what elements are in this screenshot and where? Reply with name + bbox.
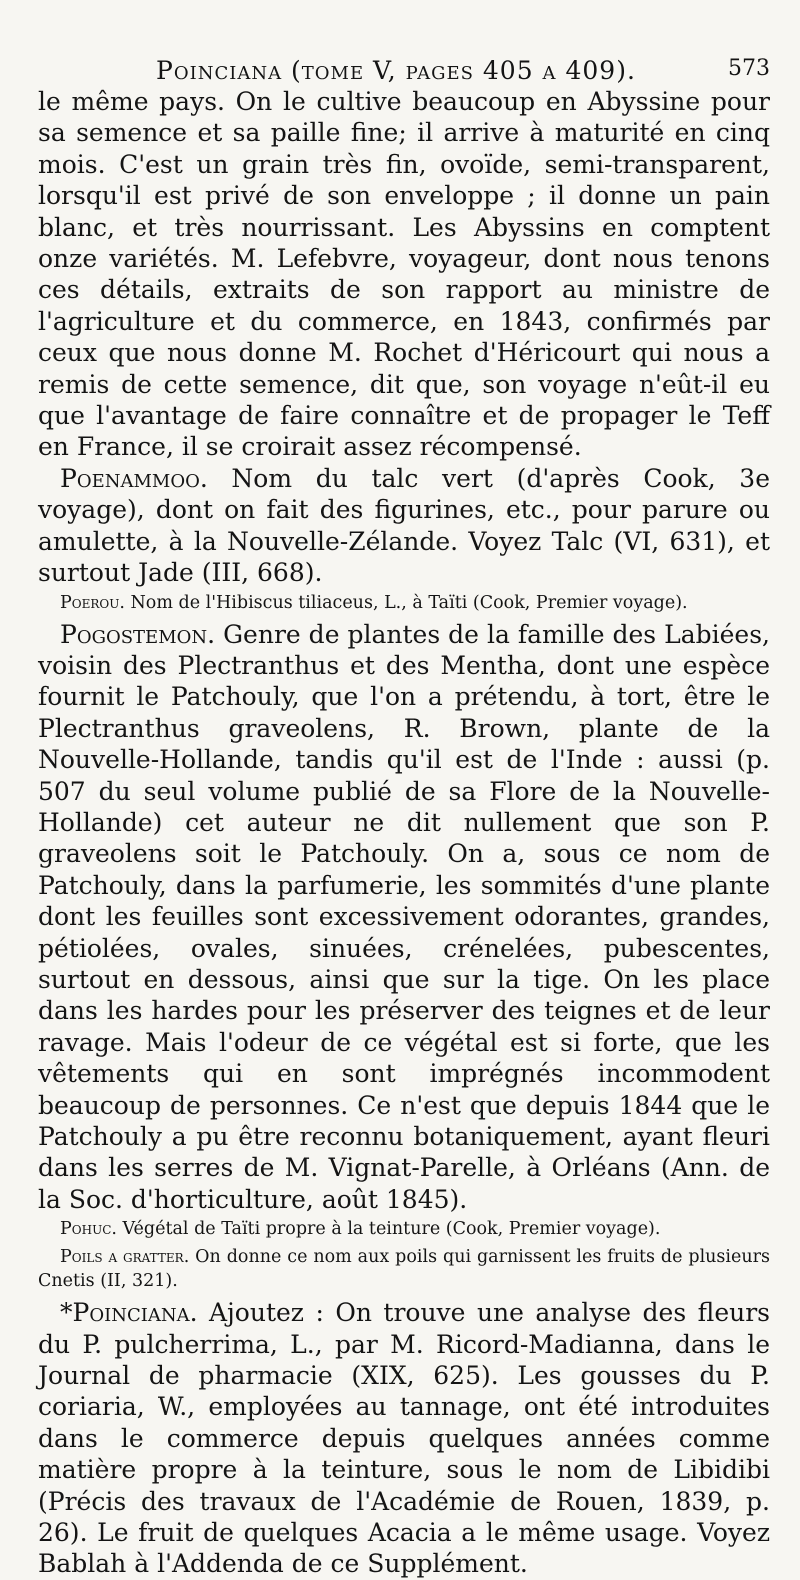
entry-poerou — [38, 591, 770, 615]
entry-term: Poerou. — [60, 592, 125, 613]
page-body — [38, 86, 770, 1580]
entry-text: Genre de plantes de la famille des Labiées, voisin des Plectranthus et des Mentha, dont une espèce fournit le Patchouly, que l'on a prétendu, à tort, être le Plectranthus graveolens, R. Brown, plante de la Nouvelle-Hollande, tandis qu'il est de l'Inde : aussi (p. 507 du seul volume publié de sa Flore de la Nouvelle-Hollande) cet auteur ne dit nullement que son P. graveolens soit le Patchouly. On a, sous ce nom de Patchouly, dans la parfumerie, les sommités d'une plante dont les feuilles sont excessivement odorantes, grandes, pétiolées, ovales, sinuées, crénelées, pubescentes, surtout en dessous, ainsi que sur la tige. On les place dans les hardes pour les préserver des teignes et de leur ravage. Mais l'odeur de ce végétal est si forte, que les vêtements qui en sont imprégnés incommodent beaucoup de personnes. Ce n'est que depuis 1844 que le Patchouly a pu être reconnu botaniquement, ayant fleuri dans les serres de M. Vignat-Parelle, à Orléans (Ann. de la Soc. d'horticulture, août 1845). — [38, 619, 770, 1214]
entry-pogostemon — [38, 619, 770, 1216]
entry-text: Végétal de Taïti propre à la teinture (Cook, Premier voyage). — [116, 1219, 661, 1240]
entry-poils-a-gratter — [38, 1245, 770, 1293]
entry-term: Pohuc. — [60, 1219, 117, 1240]
entry-poenammoo — [38, 463, 770, 589]
running-title: Poinciana (tome V, pages 405 a 409). — [156, 56, 636, 85]
entry-term: Pogostemon. — [60, 619, 216, 649]
page-number: 573 — [728, 56, 770, 81]
entry-term: *Poinciana. — [60, 1298, 198, 1328]
entry-text: Nom de l'Hibiscus tiliaceus, L., à Taïti (Cook, Premier voyage). — [124, 592, 688, 613]
entry-text: Ajoutez : On trouve une analyse des fleurs du P. pulcherrima, L., par M. Ricord-Madianna, dans le Journal de pharmacie (XIX, 625). Les gousses du P. coriaria, W., employées au tannage, ont été introduites dans le commerce depuis quelques années comme matière propre à la teinture, sous le nom de Libidibi (Précis des travaux de l'Académie de Rouen, 1839, p. 26). Le fruit de quelques Acacia a le même usage. Voyez Bablah à l'Addenda de ce Supplément. — [38, 1298, 770, 1579]
entry-text: Nom du talc vert (d'après Cook, 3e voyage), dont on fait des figurines, etc., pour parure ou amulette, à la Nouvelle-Zélande. Voyez Talc (VI, 631), et surtout Jade (III, 668). — [38, 463, 770, 588]
entry-term: Poils a gratter. — [60, 1247, 190, 1268]
paragraph-teff-continued — [38, 86, 770, 463]
entry-poinciana — [38, 1297, 770, 1580]
entry-term: Poenammoo. — [60, 463, 208, 493]
entry-pohuc — [38, 1217, 770, 1241]
entry-text: On donne ce nom aux poils qui garnissent les fruits de plusieurs Cnetis (II, 321). — [38, 1247, 770, 1292]
paragraph-text: le même pays. On le cultive beaucoup en Abyssine pour sa semence et sa paille fine; il arrive à maturité en cinq mois. C'est un grain très fin, ovoïde, semi-transparent, lorsqu'il est privé de son enveloppe ; il donne un pain blanc, et très nourrissant. Les Abyssins en comptent onze variétés. M. Lefebvre, voyageur, dont nous tenons ces détails, extraits de son rapport au ministre de l'agriculture et du commerce, en 1843, confirmés par ceux que nous donne M. Rochet d'Héricourt qui nous a remis de cette semence, dit que, son voyage n'eût-il eu que l'avantage de faire connaître et de propager le Teff en France, il se croirait assez récompensé. — [38, 87, 770, 462]
